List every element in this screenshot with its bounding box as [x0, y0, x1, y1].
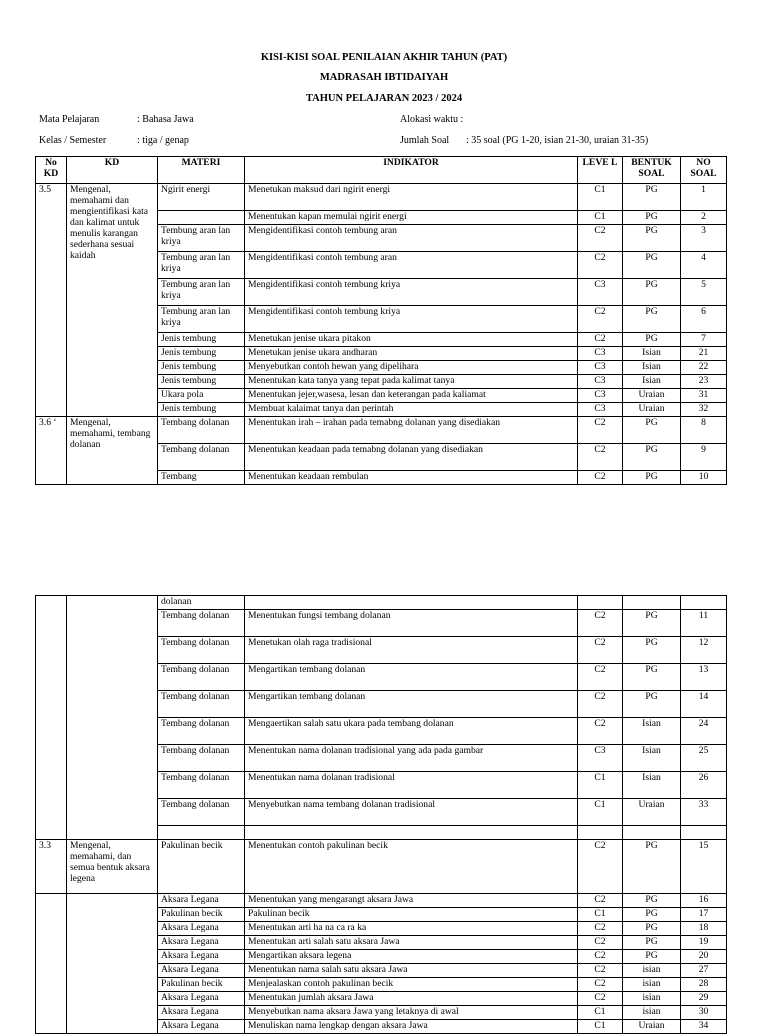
no-soal-cell: 9 — [681, 444, 727, 471]
table-row — [36, 184, 727, 211]
mapel-value: : Bahasa Jawa — [137, 114, 194, 125]
no-soal-cell: 14 — [681, 691, 727, 718]
materi-cell: Tembang dolanan — [158, 799, 245, 826]
bentuk-cell: Isian — [623, 745, 681, 772]
no-soal-cell: 25 — [681, 745, 727, 772]
mapel-label: Mata Pelajaran — [39, 114, 100, 125]
indikator-cell: Menentukan kata tanya yang tepat pada kalimat tanya — [245, 375, 578, 389]
no-soal-cell: 2 — [681, 211, 727, 225]
no-soal-cell: 20 — [681, 950, 727, 964]
materi-cell: Tembang dolanan — [158, 637, 245, 664]
materi-cell: Aksara Legana — [158, 992, 245, 1006]
level-cell: C2 — [578, 444, 623, 471]
materi-cell: Tembung aran lan kriya — [158, 306, 245, 333]
no-soal-cell: 24 — [681, 718, 727, 745]
materi-cell: Tembang dolanan — [158, 718, 245, 745]
no-soal-cell: 6 — [681, 306, 727, 333]
no-soal-cell: 32 — [681, 403, 727, 417]
indikator-cell: Menyebutkan nama aksara Jawa yang letaknya di awal — [245, 1006, 578, 1020]
no-soal-cell: 5 — [681, 279, 727, 306]
materi-cell: Aksara Legana — [158, 894, 245, 908]
kelas-value: : tiga / genap — [137, 135, 189, 146]
indikator-cell — [245, 596, 578, 610]
indikator-cell: Menentukan jumlah aksara Jawa — [245, 992, 578, 1006]
bentuk-cell: PG — [623, 417, 681, 444]
kd-description — [67, 596, 158, 840]
indikator-cell: Menetukan maksud dari ngirit energi — [245, 184, 578, 211]
materi-cell: Aksara Legana — [158, 1020, 245, 1034]
level-cell: C2 — [578, 992, 623, 1006]
indikator-cell: Menentukan nama dolanan tradisional yang ada pada gambar — [245, 745, 578, 772]
materi-cell: Aksara Legana — [158, 922, 245, 936]
bentuk-cell: Isian — [623, 718, 681, 745]
materi-cell: Pakulinan becik — [158, 840, 245, 894]
no-soal-cell: 22 — [681, 361, 727, 375]
no-soal-cell: 27 — [681, 964, 727, 978]
header-no-kd: No KD — [36, 157, 67, 184]
no-soal-cell: 11 — [681, 610, 727, 637]
no-soal-cell: 33 — [681, 799, 727, 826]
indikator-cell: Menentukan fungsi tembang dolanan — [245, 610, 578, 637]
materi-cell: Jenis tembung — [158, 347, 245, 361]
bentuk-cell: PG — [623, 279, 681, 306]
indikator-cell: Membuat kalaimat tanya dan perintah — [245, 403, 578, 417]
bentuk-cell: isian — [623, 1006, 681, 1020]
header-level: LEVE L — [578, 157, 623, 184]
indikator-cell: Menentukan arti salah satu aksara Jawa — [245, 936, 578, 950]
no-soal-cell: 12 — [681, 637, 727, 664]
materi-cell: Tembang dolanan — [158, 691, 245, 718]
level-cell: C2 — [578, 417, 623, 444]
no-soal-cell: 10 — [681, 471, 727, 485]
table-row — [36, 417, 727, 444]
materi-cell: Tembang — [158, 471, 245, 485]
header-indikator: INDIKATOR — [245, 157, 578, 184]
materi-cell: Aksara Legana — [158, 1006, 245, 1020]
materi-cell: Tembang dolanan — [158, 772, 245, 799]
level-cell: C2 — [578, 610, 623, 637]
materi-cell: Jenis tembung — [158, 361, 245, 375]
level-cell: C3 — [578, 361, 623, 375]
bentuk-cell: Uraian — [623, 403, 681, 417]
header-kd: KD — [67, 157, 158, 184]
table-row — [36, 894, 727, 908]
no-soal-cell: 26 — [681, 772, 727, 799]
no-soal-cell: 3 — [681, 225, 727, 252]
bentuk-cell: isian — [623, 978, 681, 992]
bentuk-cell: PG — [623, 840, 681, 894]
level-cell: C1 — [578, 799, 623, 826]
materi-cell: Tembang dolanan — [158, 610, 245, 637]
level-cell: C2 — [578, 471, 623, 485]
materi-cell: Ngirit energi — [158, 184, 245, 211]
materi-cell: Ukara pola — [158, 389, 245, 403]
level-cell: C3 — [578, 403, 623, 417]
bentuk-cell: PG — [623, 471, 681, 485]
level-cell: C2 — [578, 894, 623, 908]
indikator-cell: Mengartikan tembang dolanan — [245, 664, 578, 691]
indikator-cell: Menetukan jenise ukara pitakon — [245, 333, 578, 347]
bentuk-cell: Uraian — [623, 799, 681, 826]
materi-cell: Jenis tembung — [158, 333, 245, 347]
indikator-cell: Mengidentifikasi contoh tembung kriya — [245, 279, 578, 306]
indikator-cell: Pakulinan becik — [245, 908, 578, 922]
indikator-cell: Menentukan arti ha na ca ra ka — [245, 922, 578, 936]
level-cell — [578, 826, 623, 840]
bentuk-cell: isian — [623, 992, 681, 1006]
bentuk-cell — [623, 596, 681, 610]
materi-cell: Jenis tembung — [158, 403, 245, 417]
page1-body — [36, 184, 727, 485]
materi-cell: Tembang dolanan — [158, 664, 245, 691]
bentuk-cell: PG — [623, 894, 681, 908]
bentuk-cell: PG — [623, 691, 681, 718]
indikator-cell: Menentukan keadaan pada temabng dolanan yang disediakan — [245, 444, 578, 471]
no-soal-cell: 18 — [681, 922, 727, 936]
level-cell: C2 — [578, 922, 623, 936]
no-soal-cell: 29 — [681, 992, 727, 1006]
kd-number: 3.3 — [36, 840, 67, 894]
no-soal-cell: 34 — [681, 1020, 727, 1034]
bentuk-cell: PG — [623, 444, 681, 471]
no-soal-cell: 30 — [681, 1006, 727, 1020]
materi-cell: Tembung aran lan kriya — [158, 252, 245, 279]
bentuk-cell: Isian — [623, 772, 681, 799]
materi-cell: Tembung aran lan kriya — [158, 279, 245, 306]
alokasi-label: Alokasi waktu : — [400, 114, 464, 125]
level-cell: C3 — [578, 389, 623, 403]
kd-number — [36, 894, 67, 1034]
bentuk-cell: PG — [623, 211, 681, 225]
indikator-cell: Menetukan jenise ukara andharan — [245, 347, 578, 361]
level-cell: C2 — [578, 664, 623, 691]
materi-cell: Jenis tembung — [158, 375, 245, 389]
kd-number: 3.5 — [36, 184, 67, 417]
materi-cell: Tembang dolanan — [158, 444, 245, 471]
level-cell — [578, 596, 623, 610]
indikator-cell: Menuliskan nama lengkap dengan aksara Jawa — [245, 1020, 578, 1034]
no-soal-cell: 31 — [681, 389, 727, 403]
indikator-cell: Menyebutkan nama tembang dolanan tradisional — [245, 799, 578, 826]
header-no-soal: NO SOAL — [681, 157, 727, 184]
materi-cell: dolanan — [158, 596, 245, 610]
indikator-cell: Mengidentifikasi contoh tembung aran — [245, 252, 578, 279]
indikator-cell: Mengidentifikasi contoh tembung kriya — [245, 306, 578, 333]
no-soal-cell: 13 — [681, 664, 727, 691]
indikator-cell — [245, 826, 578, 840]
indikator-cell: Menentukan nama salah satu aksara Jawa — [245, 964, 578, 978]
bentuk-cell: PG — [623, 950, 681, 964]
indikator-cell: Mengartikan tembang dolanan — [245, 691, 578, 718]
indikator-cell: Menyebutkan contoh hewan yang dipelihara — [245, 361, 578, 375]
level-cell: C3 — [578, 347, 623, 361]
kd-description: Mengenal, memahami, dan semua bentuk aksara legena — [67, 840, 158, 894]
level-cell: C2 — [578, 225, 623, 252]
bentuk-cell: PG — [623, 252, 681, 279]
bentuk-cell: Uraian — [623, 1020, 681, 1034]
year-title: TAHUN PELAJARAN 2023 / 2024 — [305, 93, 463, 104]
kd-number — [36, 596, 67, 840]
indikator-cell: Menentukan nama dolanan tradisional — [245, 772, 578, 799]
bentuk-cell: PG — [623, 664, 681, 691]
no-soal-cell: 4 — [681, 252, 727, 279]
level-cell: C3 — [578, 745, 623, 772]
table-row — [36, 840, 727, 894]
level-cell: C2 — [578, 637, 623, 664]
bentuk-cell: PG — [623, 922, 681, 936]
bentuk-cell: Uraian — [623, 389, 681, 403]
level-cell: C2 — [578, 964, 623, 978]
level-cell: C2 — [578, 691, 623, 718]
kisi-kisi-table-page2 — [35, 595, 727, 1034]
materi-cell: Aksara Legana — [158, 964, 245, 978]
bentuk-cell: isian — [623, 964, 681, 978]
no-soal-cell: 21 — [681, 347, 727, 361]
indikator-cell: Menentukan yang mengarangt aksara Jawa — [245, 894, 578, 908]
level-cell: C3 — [578, 375, 623, 389]
level-cell: C2 — [578, 333, 623, 347]
jumlah-label: Jumlah Soal — [400, 135, 450, 146]
indikator-cell: Menentukan jejer,wasesa, lesan dan keterangan pada kaliamat — [245, 389, 578, 403]
no-soal-cell: 17 — [681, 908, 727, 922]
level-cell: C3 — [578, 279, 623, 306]
indikator-cell: Mengidentifikasi contoh tembung aran — [245, 225, 578, 252]
header-row — [36, 157, 727, 184]
indikator-cell: Menetukan olah raga tradisional — [245, 637, 578, 664]
level-cell: C2 — [578, 978, 623, 992]
no-soal-cell: 8 — [681, 417, 727, 444]
level-cell: C1 — [578, 772, 623, 799]
indikator-cell: Menentukan keadaan rembulan — [245, 471, 578, 485]
kd-number: 3.6 ‘ — [36, 417, 67, 485]
indikator-cell: Mengartikan aksara legena — [245, 950, 578, 964]
kd-description: Mengenal, memahami, tembang dolanan — [67, 417, 158, 485]
school-title: MADRASAH IBTIDAIYAH — [319, 72, 449, 83]
materi-cell: Tembung aran lan kriya — [158, 225, 245, 252]
bentuk-cell: PG — [623, 225, 681, 252]
level-cell: C2 — [578, 840, 623, 894]
no-soal-cell: 23 — [681, 375, 727, 389]
materi-cell: Tembang dolanan — [158, 745, 245, 772]
materi-cell: Pakulinan becik — [158, 908, 245, 922]
indikator-cell: Menentukan kapan memulai ngirit energi — [245, 211, 578, 225]
no-soal-cell: 7 — [681, 333, 727, 347]
indikator-cell: Menentukan contoh pakulinan becik — [245, 840, 578, 894]
indikator-cell: Menjealaskan contoh pakulinan becik — [245, 978, 578, 992]
page2-body — [36, 596, 727, 1034]
level-cell: C2 — [578, 252, 623, 279]
level-cell: C2 — [578, 306, 623, 333]
bentuk-cell: PG — [623, 184, 681, 211]
indikator-cell: Mengaertikan salah satu ukara pada tembang dolanan — [245, 718, 578, 745]
header-materi: MATERI — [158, 157, 245, 184]
level-cell: C1 — [578, 1020, 623, 1034]
materi-cell: Pakulinan becik — [158, 978, 245, 992]
bentuk-cell: Isian — [623, 375, 681, 389]
bentuk-cell: Isian — [623, 347, 681, 361]
bentuk-cell: Isian — [623, 361, 681, 375]
jumlah-value: : 35 soal (PG 1-20, isian 21-30, uraian 31-35) — [466, 135, 649, 146]
kd-description: Mengenal, memahami dan mengientifikasi kata dan kalimat untuk menulis karangan sederhana sesuai kaidah — [67, 184, 158, 417]
doc-title: KISI-KISI SOAL PENILAIAN AKHIR TAHUN (PAT) — [260, 52, 508, 63]
no-soal-cell: 1 — [681, 184, 727, 211]
no-soal-cell: 28 — [681, 978, 727, 992]
kelas-label: Kelas / Semester — [39, 135, 107, 146]
level-cell: C1 — [578, 211, 623, 225]
kisi-kisi-table-page1 — [35, 156, 727, 485]
level-cell: C2 — [578, 936, 623, 950]
no-soal-cell: 19 — [681, 936, 727, 950]
materi-cell — [158, 826, 245, 840]
no-soal-cell — [681, 596, 727, 610]
kd-description — [67, 894, 158, 1034]
materi-cell: Tembang dolanan — [158, 417, 245, 444]
bentuk-cell: PG — [623, 637, 681, 664]
no-soal-cell — [681, 826, 727, 840]
materi-cell — [158, 211, 245, 225]
indikator-cell: Menentukan irah – irahan pada temabng dolanan yang disediakan — [245, 417, 578, 444]
no-soal-cell: 15 — [681, 840, 727, 894]
bentuk-cell: PG — [623, 908, 681, 922]
bentuk-cell: PG — [623, 610, 681, 637]
header-bentuk: BENTUK SOAL — [623, 157, 681, 184]
level-cell: C1 — [578, 1006, 623, 1020]
table-row — [36, 596, 727, 610]
bentuk-cell — [623, 826, 681, 840]
level-cell: C2 — [578, 718, 623, 745]
level-cell: C1 — [578, 184, 623, 211]
materi-cell: Aksara Legana — [158, 936, 245, 950]
bentuk-cell: PG — [623, 936, 681, 950]
no-soal-cell: 16 — [681, 894, 727, 908]
materi-cell: Aksara Legana — [158, 950, 245, 964]
bentuk-cell: PG — [623, 306, 681, 333]
level-cell: C2 — [578, 950, 623, 964]
level-cell: C1 — [578, 908, 623, 922]
bentuk-cell: PG — [623, 333, 681, 347]
